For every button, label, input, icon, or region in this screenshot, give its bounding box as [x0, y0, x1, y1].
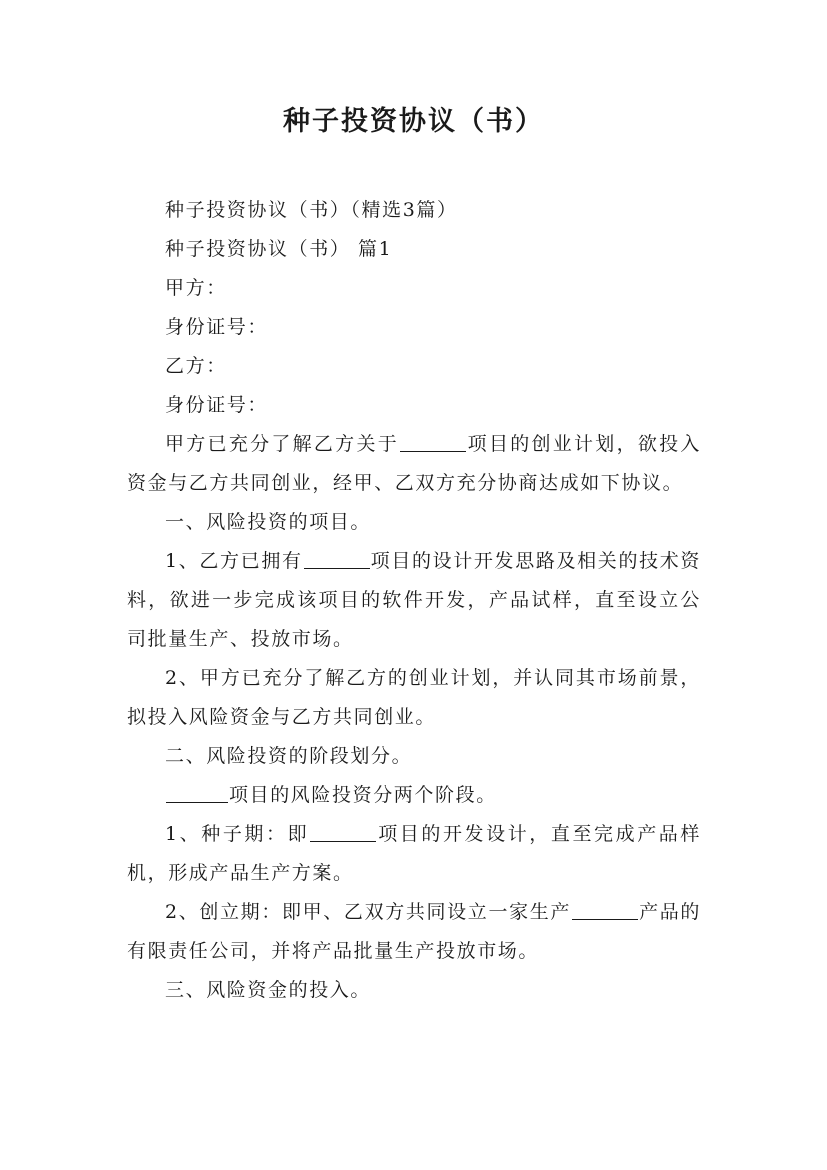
- intro-paragraph: [127, 425, 701, 503]
- intro-text-before: 甲方已充分了解乙方关于: [165, 433, 399, 455]
- clause-2-2-after: 产品的有限责任公司，并将产品批量生产投放市场。: [127, 901, 701, 962]
- section-heading-3: 三、风险资金的投入。: [165, 979, 372, 1001]
- chapter-heading: 种子投资协议（书） 篇1: [165, 238, 393, 260]
- section-heading-2: 二、风险投资的阶段划分。: [165, 745, 413, 767]
- clause-2-2-before: 2、创立期：即甲、乙双方共同设立一家生产: [165, 901, 572, 923]
- clause-2-0: [127, 776, 701, 815]
- party-b-id-line: 身份证号：: [165, 394, 269, 416]
- document-body: [127, 191, 701, 1010]
- party-a-line: 甲方：: [165, 277, 227, 299]
- party-a-id-line: 身份证号：: [165, 316, 269, 338]
- clause-2-1: [127, 815, 701, 893]
- clause-2-1-before: 1、种子期：即: [165, 823, 310, 845]
- clause-1-1-after: 项目的设计开发思路及相关的技术资料，欲进一步完成该项目的软件开发，产品试样，直至设立公司批量生产、投放市场。: [127, 550, 701, 650]
- section-heading-1: 一、风险投资的项目。: [165, 511, 372, 533]
- document-title: 种子投资协议（书）: [283, 106, 544, 137]
- clause-1-1-before: 1、乙方已拥有: [165, 550, 303, 572]
- blank-line: [400, 432, 466, 452]
- clause-2-1-after: 项目的开发设计，直至完成产品样机，形成产品生产方案。: [127, 823, 701, 884]
- blank-line: [572, 900, 638, 920]
- clause-2-0-after: 项目的风险投资分两个阶段。: [229, 784, 497, 806]
- blank-line: [304, 549, 370, 569]
- subtitle-paragraph: 种子投资协议（书）（精选3篇）: [165, 199, 458, 221]
- clause-1-2: 2、甲方已充分了解乙方的创业计划，并认同其市场前景，拟投入风险资金与乙方共同创业。: [127, 667, 701, 728]
- clause-1-1: [127, 542, 701, 659]
- blank-line: [166, 783, 228, 803]
- intro-text-after: 项目的创业计划，欲投入资金与乙方共同创业，经甲、乙双方充分协商达成如下协议。: [127, 433, 701, 494]
- party-b-line: 乙方：: [165, 355, 227, 377]
- blank-line: [310, 822, 376, 842]
- clause-2-2: [127, 893, 701, 971]
